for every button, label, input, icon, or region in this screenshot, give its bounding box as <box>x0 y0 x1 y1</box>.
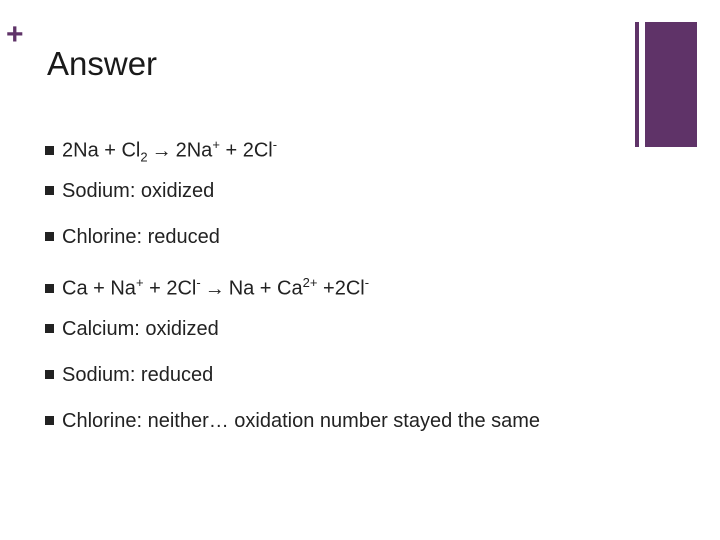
equation-text: 2Na + Cl <box>62 139 141 162</box>
equation-text: + 2Cl <box>219 139 273 162</box>
equation-text: Na + Ca <box>228 277 303 300</box>
slide-title: Answer <box>47 45 158 82</box>
superscript: 2+ <box>302 275 318 290</box>
bullet-text: Chlorine: neither… oxidation number stayed the same <box>62 410 541 432</box>
equation-text: +2Cl <box>317 277 365 300</box>
bullet-sodium-reduced <box>45 362 213 388</box>
equation-text: 2Na <box>175 139 213 162</box>
square-bullet-icon <box>45 186 54 195</box>
superscript: + <box>135 275 144 290</box>
bullet-calcium-oxidized <box>45 316 219 342</box>
bullet-equation-sodium-chlorine <box>45 132 277 171</box>
accent-block <box>645 22 697 147</box>
arrow-right-icon: → <box>204 277 225 300</box>
square-bullet-icon <box>45 284 54 293</box>
superscript: - <box>272 137 278 152</box>
bullet-chlorine-neither <box>45 408 540 434</box>
bullet-text: Chlorine: reduced <box>62 226 220 248</box>
superscript: + <box>212 137 220 152</box>
corner-plus-mark: + <box>6 18 24 51</box>
superscript: - <box>364 275 370 290</box>
square-bullet-icon <box>45 146 54 155</box>
square-bullet-icon <box>45 324 54 333</box>
square-bullet-icon <box>45 370 54 379</box>
bullet-sodium-oxidized <box>45 178 214 204</box>
bullet-text: Calcium: oxidized <box>62 318 219 340</box>
bullet-chlorine-reduced <box>45 224 220 250</box>
equation-text: + 2Cl <box>143 277 197 300</box>
superscript: - <box>196 275 201 290</box>
square-bullet-icon <box>45 232 54 241</box>
bullet-text: Sodium: oxidized <box>62 180 215 202</box>
arrow-right-icon: → <box>151 139 172 162</box>
equation-text: Ca + Na <box>62 277 136 300</box>
square-bullet-icon <box>45 416 54 425</box>
subscript: 2 <box>140 149 148 165</box>
accent-bar-thin <box>635 22 639 147</box>
bullet-equation-calcium-sodium <box>45 270 369 302</box>
bullet-text: Sodium: reduced <box>62 364 214 386</box>
